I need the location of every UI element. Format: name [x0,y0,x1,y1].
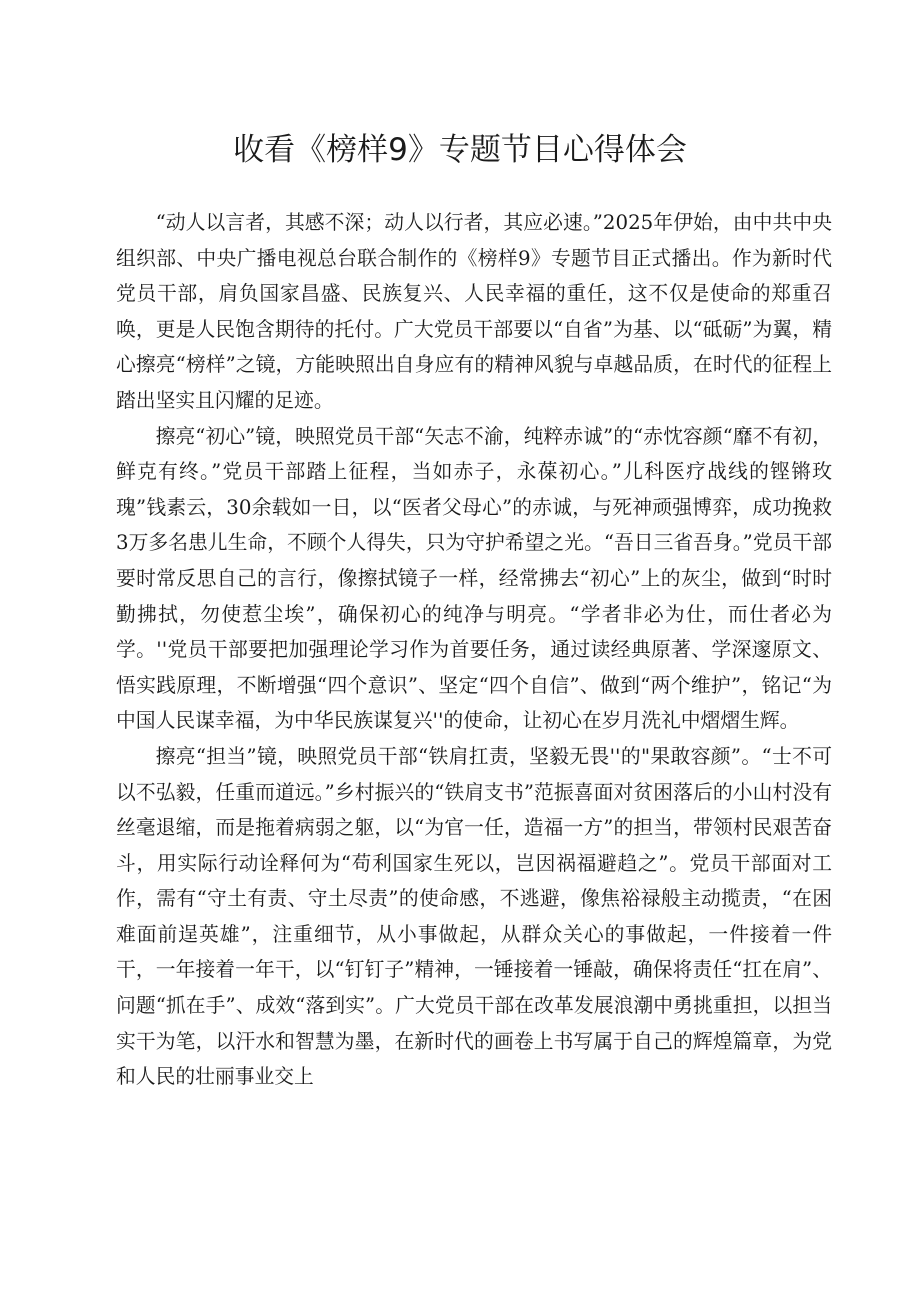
paragraph-original-aspiration: 擦亮“初心”镜，映照党员干部“矢志不渝，纯粹赤诚”的“赤忱容颜“靡不有初，鲜克有终。”党员干部踏上征程，当如赤子，永葆初心。”儿科医疗战线的铿锵玫瑰”钱素云，30余载如一日，以“医者父母心”的赤诚，与死神顽强博弈，成功挽救3万多名患儿生命，不顾个人得失，只为守护希望之光。“吾日三省吾身。”党员干部要时常反思自己的言行，像擦拭镜子一样，经常拂去“初心”上的灰尘，做到“时时勤拂拭，勿使惹尘埃”，确保初心的纯净与明亮。“学者非必为仕，而仕者必为学。''党员干部要把加强理论学习作为首要任务，通过读经典原著、学深邃原文、悟实践原理，不断增强“四个意识”、坚定“四个自信”、做到“两个维护”，铭记“为中国人民谋幸福，为中华民族谋复兴''的使命，让初心在岁月洗礼中熠熠生辉。 [116,424,832,733]
document-body [116,205,832,1095]
document-title: 收看《榜样9》专题节目心得体会 [233,132,687,168]
paragraph-intro: “动人以言者，其感不深；动人以行者，其应必速。”2025年伊始，由中共中央组织部、中央广播电视总台联合制作的《榜样9》专题节目正式播出。作为新时代党员干部，肩负国家昌盛、民族复兴、人民幸福的重任，这不仅是使命的郑重召唤，更是人民饱含期待的托付。广大党员干部要以“自省”为基、以“砥砺”为翼，精心擦亮“榜样”之镜，方能映照出自身应有的精神风貌与卓越品质，在时代的征程上踏出坚实且闪耀的足迹。 [116,211,832,412]
paragraph-responsibility: 擦亮“担当”镜，映照党员干部“铁肩扛责，坚毅无畏''的"果敢容颜”。“士不可以不弘毅，任重而道远。”乡村振兴的“铁肩支书”范振喜面对贫困落后的小山村没有丝毫退缩，而是拖着病弱之躯，以“为官一任，造福一方”的担当，带领村民艰苦奋斗，用实际行动诠释何为“苟利国家生死以，岂因祸福避趋之”。党员干部面对工作，需有“守土有责、守土尽责”的使命感，不逃避，像焦裕禄般主动揽责，“在困难面前逞英雄”，注重细节，从小事做起，从群众关心的事做起，一件接着一件干，一年接着一年干，以“钉钉子”精神，一锤接着一锤敲，确保将责任“扛在肩”、问题“抓在手”、成效“落到实”。广大党员干部在改革发展浪潮中勇挑重担，以担当实干为笔，以汗水和智慧为墨，在新时代的画卷上书写属于自己的辉煌篇章，为党和人民的壮丽事业交上 [116,744,832,1089]
